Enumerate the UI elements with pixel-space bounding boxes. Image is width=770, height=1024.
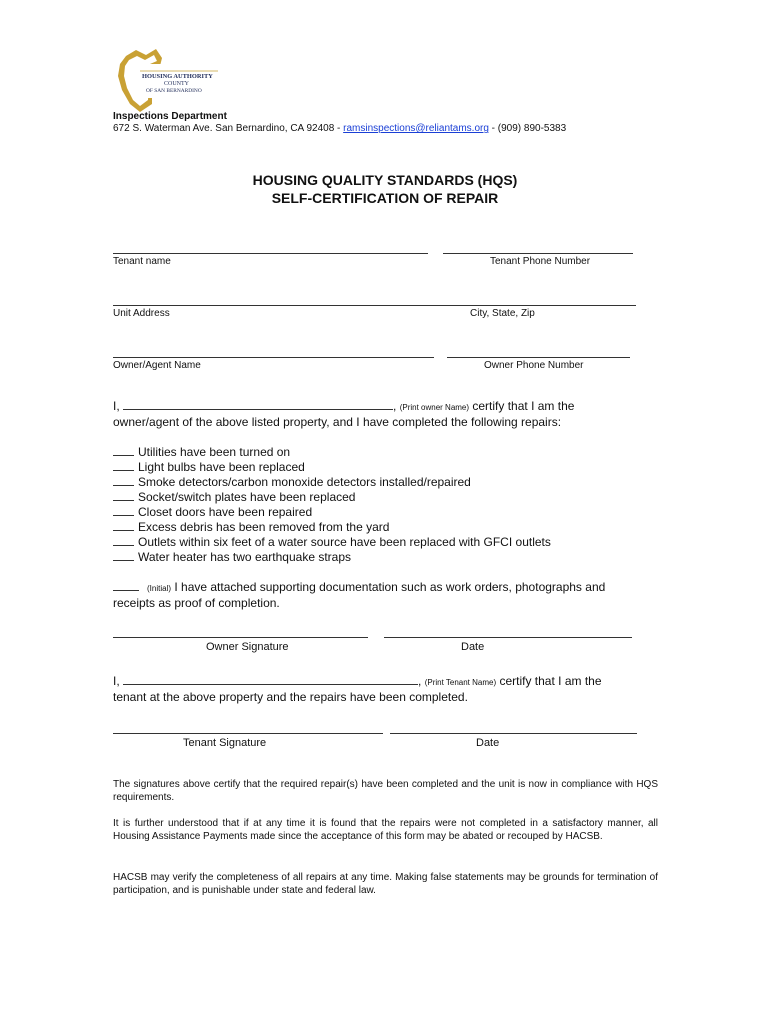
repair-item	[113, 520, 551, 535]
phone-text: - (909) 890-5383	[488, 123, 567, 134]
repair-label: Excess debris has been removed from the yard	[138, 520, 390, 534]
repair-label: Outlets within six feet of a water source have been replaced with GFCI outlets	[138, 535, 551, 549]
repair-label: Smoke detectors/carbon monoxide detectors installed/repaired	[138, 475, 471, 489]
repair-item	[113, 550, 551, 565]
repair-item	[113, 505, 551, 520]
attachment-statement	[113, 580, 653, 611]
department-address	[113, 123, 566, 134]
compliance-statement: The signatures above certify that the required repair(s) have been completed and the unit is now in compliance with HQS requirements.	[113, 779, 658, 803]
tenant-date-field[interactable]	[390, 733, 637, 734]
logo-line3: OF SAN BERNARDINO	[146, 88, 202, 94]
attachment-text: I have attached supporting documentation such as work orders, photographs and	[171, 580, 606, 594]
repair-checkbox[interactable]	[113, 506, 134, 516]
tenant-certification	[113, 674, 653, 705]
owner-signature-label: Owner Signature	[206, 641, 289, 653]
repair-checkbox[interactable]	[113, 491, 134, 501]
repair-item	[113, 490, 551, 505]
address-text: 672 S. Waterman Ave. San Bernardino, CA 92408 -	[113, 123, 344, 134]
owner-date-label: Date	[461, 641, 485, 653]
tenant-name-field[interactable]	[113, 253, 428, 254]
tenant-name-label: Tenant name	[113, 256, 171, 267]
owner-phone-field[interactable]	[447, 357, 630, 358]
initial-hint: (Initial)	[147, 584, 172, 593]
logo-line2: COUNTY	[164, 81, 189, 87]
tenant-cert-prefix: I,	[113, 674, 124, 688]
repair-label: Water heater has two earthquake straps	[138, 550, 351, 564]
repair-label: Closet doors have been repaired	[138, 505, 313, 519]
tenant-signature-label: Tenant Signature	[183, 737, 267, 749]
form-title-line2: SELF-CERTIFICATION OF REPAIR	[271, 190, 499, 206]
owner-certification	[113, 399, 653, 430]
print-tenant-name-field[interactable]	[123, 675, 418, 685]
repair-label: Utilities have been turned on	[138, 445, 291, 459]
tenant-cert-suffix: certify that I am the	[496, 674, 602, 688]
tenant-cert-line2: tenant at the above property and the repairs have been completed.	[113, 690, 468, 704]
owner-cert-prefix: I,	[113, 399, 124, 413]
owner-cert-line2: owner/agent of the above listed property, and I have completed the following repairs:	[113, 415, 562, 429]
false-statement-warning: HACSB may verify the completeness of all repairs at any time. Making false statements may be grounds for termination of participation, and is punishable under state and federal law.	[113, 872, 658, 896]
form-title-line1: HOUSING QUALITY STANDARDS (HQS)	[252, 172, 518, 188]
repair-label: Socket/switch plates have been replaced	[138, 490, 356, 504]
unit-address-label: Unit Address	[113, 308, 170, 319]
repair-item	[113, 535, 551, 550]
owner-signature-field[interactable]	[113, 637, 368, 638]
unit-address-field[interactable]	[113, 305, 636, 306]
owner-phone-label: Owner Phone Number	[484, 360, 584, 371]
repair-checkbox[interactable]	[113, 476, 134, 486]
housing-authority-logo	[112, 46, 224, 114]
logo-line1: HOUSING AUTHORITY	[142, 73, 213, 80]
owner-date-field[interactable]	[384, 637, 632, 638]
repair-checkbox[interactable]	[113, 461, 134, 471]
tenant-cert-sep: ,	[418, 674, 425, 688]
repair-item	[113, 460, 551, 475]
tenant-phone-label: Tenant Phone Number	[490, 256, 591, 267]
repair-checkbox[interactable]	[113, 551, 134, 561]
repair-checkbox[interactable]	[113, 536, 134, 546]
tenant-phone-field[interactable]	[443, 253, 633, 254]
email-link[interactable]: ramsinspections@reliantams.org	[343, 123, 489, 134]
tenant-signature-field[interactable]	[113, 733, 383, 734]
owner-cert-suffix: certify that I am the	[469, 399, 575, 413]
repair-checkbox[interactable]	[113, 446, 134, 456]
owner-cert-sep: ,	[393, 399, 400, 413]
owner-name-label: Owner/Agent Name	[113, 360, 201, 371]
initial-field[interactable]	[113, 581, 139, 591]
department-name: Inspections Department	[113, 111, 227, 122]
city-state-zip-label: City, State, Zip	[470, 308, 535, 319]
tenant-date-label: Date	[476, 737, 500, 749]
print-tenant-name-hint: (Print Tenant Name)	[424, 678, 497, 687]
print-owner-name-hint: (Print owner Name)	[399, 403, 470, 412]
print-owner-name-field[interactable]	[123, 400, 393, 410]
attachment-line2: receipts as proof of completion.	[113, 596, 280, 610]
repair-checkbox[interactable]	[113, 521, 134, 531]
owner-name-field[interactable]	[113, 357, 434, 358]
repairs-checklist	[113, 445, 551, 565]
recoup-statement: It is further understood that if at any time it is found that the repairs were not completed in a satisfactory manner, all Housing Assistance Payments made since the acceptance of this form may be abated or recouped by HACSB.	[113, 818, 658, 842]
repair-item	[113, 445, 551, 460]
repair-label: Light bulbs have been replaced	[138, 460, 305, 474]
repair-item	[113, 475, 551, 490]
seal-icon	[112, 46, 224, 114]
